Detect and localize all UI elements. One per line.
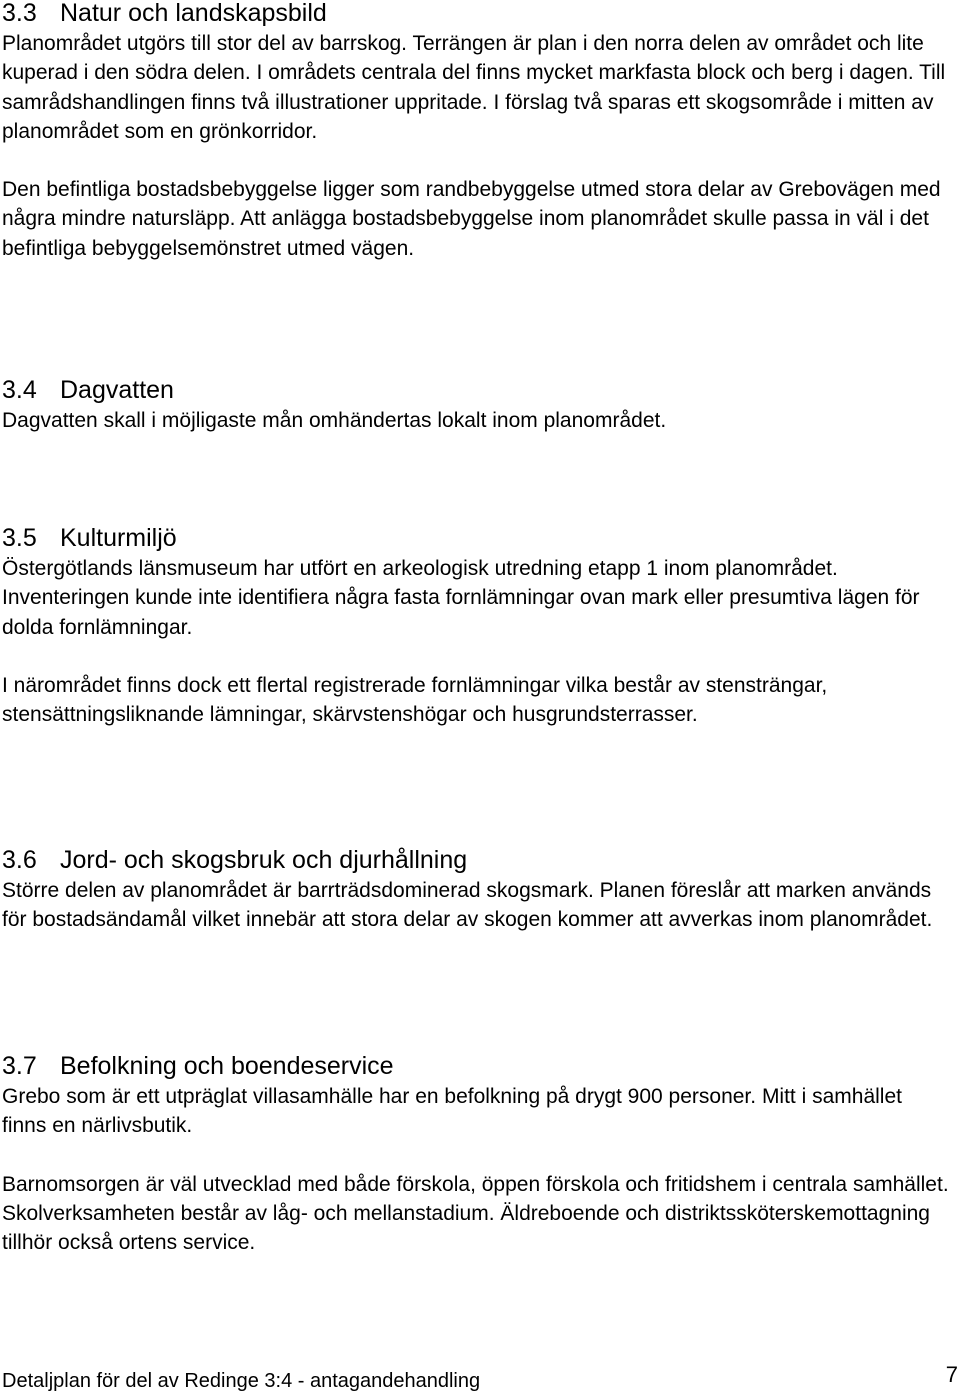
section-number: 3.5 <box>2 524 37 552</box>
section-title: Befolkning och boendeservice <box>60 1052 394 1080</box>
section-kulturmiljo <box>2 523 952 729</box>
section-title: Dagvatten <box>60 376 174 404</box>
section-jord-och-skogsbruk <box>2 845 952 935</box>
section-heading <box>2 523 952 553</box>
page-footer <box>2 1362 958 1394</box>
section-number: 3.3 <box>2 0 37 27</box>
paragraph: Grebo som är ett utpräglat villasamhälle har en befolkning på drygt 900 personer. Mitt i samhället finns en närlivsbutik. <box>2 1085 902 1138</box>
section-befolkning <box>2 1051 952 1257</box>
page-number: 7 <box>945 1362 958 1387</box>
paragraph: Östergötlands länsmuseum har utfört en arkeologisk utredning etapp 1 inom planområdet. Inventeringen kunde inte identifiera några fasta fornlämningar ovan mark eller presumtiva lägen för dolda fornlämningar. <box>2 557 920 639</box>
paragraph: Planområdet utgörs till stor del av barrskog. Terrängen är plan i den norra delen av området och lite kuperad i den södra delen. I områdets centrala del finns mycket markfasta block och berg i dagen. Till samrådshandlingen finns två illustrationer uppritade. I förslag två sparas ett skogsområde i mitten av planområdet som en grönkorridor. <box>2 32 946 143</box>
paragraph: Dagvatten skall i möjligaste mån omhändertas lokalt inom planområdet. <box>2 409 667 432</box>
section-heading <box>2 375 952 405</box>
section-title: Natur och landskapsbild <box>60 0 327 27</box>
section-dagvatten <box>2 375 952 435</box>
section-natur <box>2 0 952 263</box>
section-heading <box>2 845 952 875</box>
section-title: Kulturmiljö <box>60 524 177 552</box>
section-heading <box>2 0 952 28</box>
paragraph: Större delen av planområdet är barrträdsdominerad skogsmark. Planen föreslår att marken används för bostadsändamål vilket innebär att stora delar av skogen kommer att avverkas inom planområdet. <box>2 879 933 932</box>
section-number: 3.4 <box>2 376 37 404</box>
section-number: 3.6 <box>2 846 37 874</box>
section-number: 3.7 <box>2 1052 37 1080</box>
section-title: Jord- och skogsbruk och djurhållning <box>60 846 468 874</box>
paragraph: Den befintliga bostadsbebyggelse ligger som randbebyggelse utmed stora delar av Grebovägen med några mindre natursläpp. Att anlägga bostadsbebyggelse inom planområdet skulle passa in väl i det befintliga bebyggelsemönstret utmed vägen. <box>2 178 941 260</box>
section-heading <box>2 1051 952 1081</box>
paragraph: I närområdet finns dock ett flertal registrerade fornlämningar vilka består av stensträngar, stensättningsliknande lämningar, skärvstenshögar och husgrundsterrasser. <box>2 673 828 727</box>
footer-title: Detaljplan för del av Redinge 3:4 - antagandehandling <box>2 1370 481 1392</box>
paragraph: Barnomsorgen är väl utvecklad med både förskola, öppen förskola och fritidshem i centrala samhället. Skolverksamheten består av låg- och mellanstadium. Äldreboende och distriktssköterskemottagning tillhör också ortens service. <box>2 1172 949 1255</box>
